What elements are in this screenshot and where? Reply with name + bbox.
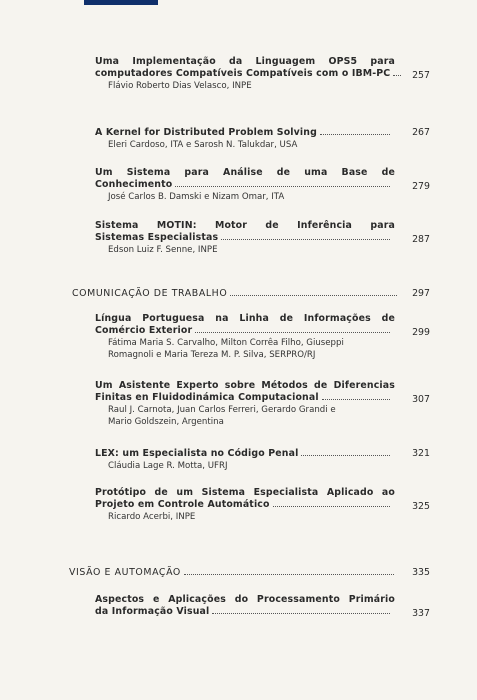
entry-authors: Edson Luiz F. Senne, INPE: [108, 245, 218, 255]
toc-entry[interactable]: [95, 220, 395, 256]
entry-title-line: [95, 68, 395, 80]
dot-leader: [320, 134, 390, 135]
page-number: 321: [412, 448, 430, 459]
entry-title-text: Projeto em Controle Automático: [95, 499, 270, 510]
toc-entry[interactable]: [95, 380, 395, 428]
page-number: 307: [412, 394, 430, 405]
entry-title-line: Um Asistente Experto sobre Métodos de Diferencias: [95, 380, 395, 391]
page-number: 257: [412, 70, 430, 81]
dot-leader: [301, 455, 390, 456]
dot-leader: [221, 239, 390, 240]
section-title: COMUNICAÇÃO DE TRABALHO: [72, 288, 228, 299]
page-number: 335: [412, 567, 430, 578]
entry-title-line: Uma Implementação da Linguagem OPS5 para: [95, 56, 395, 67]
entry-authors: Flávio Roberto Dias Velasco, INPE: [108, 81, 252, 91]
dot-leader: [273, 506, 390, 507]
dot-leader: [230, 295, 397, 296]
entry-authors: Raul J. Carnota, Juan Carlos Ferreri, Gerardo Grandi e: [108, 405, 336, 415]
dot-leader: [175, 186, 390, 187]
section-title: VISÃO E AUTOMAÇÃO: [69, 567, 181, 578]
toc-entry[interactable]: [95, 127, 395, 151]
page-number: 299: [412, 327, 430, 338]
entry-authors: Cláudia Lage R. Motta, UFRJ: [108, 461, 228, 471]
entry-title-line: Um Sistema para Análise de uma Base de: [95, 167, 395, 178]
dot-leader: [322, 399, 390, 400]
entry-title-line: Aspectos e Aplicações do Processamento Primário: [95, 594, 395, 605]
entry-title-line: [95, 127, 395, 139]
dot-leader: [184, 574, 394, 575]
page-number: 337: [412, 608, 430, 619]
page-number: 297: [412, 288, 430, 299]
entry-title-line: [95, 499, 395, 511]
entry-authors: Romagnoli e Maria Tereza M. P. Silva, SERPRO/RJ: [108, 350, 316, 360]
entry-authors: José Carlos B. Damski e Nizam Omar, ITA: [108, 192, 285, 202]
dot-leader: [212, 613, 390, 614]
entry-title-line: [95, 392, 395, 404]
toc-entry[interactable]: [95, 594, 395, 618]
entry-authors: Eleri Cardoso, ITA e Sarosh N. Talukdar, USA: [108, 140, 298, 150]
entry-authors: Fátima Maria S. Carvalho, Milton Corrêa Filho, Giuseppi: [108, 338, 344, 348]
entry-title-line: Língua Portuguesa na Linha de Informações de: [95, 313, 395, 324]
page-number: 267: [412, 127, 430, 138]
toc-entry[interactable]: [95, 56, 395, 92]
entry-title-text: Sistemas Especialistas: [95, 232, 219, 243]
entry-authors: Ricardo Acerbi, INPE: [108, 512, 196, 522]
page-number: 325: [412, 501, 430, 512]
entry-title-text: Finitas en Fluidodinámica Computacional: [95, 392, 319, 403]
page-number: 279: [412, 181, 430, 192]
entry-title-line: [95, 606, 395, 618]
entry-title-line: [95, 232, 395, 244]
section-heading[interactable]: [69, 567, 399, 579]
section-heading[interactable]: [72, 288, 402, 300]
entry-title-line: Sistema MOTIN: Motor de Inferência para: [95, 220, 395, 231]
entry-title-line: [95, 448, 395, 460]
entry-title-text: LEX: um Especialista no Código Penal: [95, 448, 299, 459]
dot-leader: [195, 332, 390, 333]
entry-title-text: A Kernel for Distributed Problem Solving: [95, 127, 317, 138]
entry-title-line: [95, 325, 395, 337]
entry-title-text: Comércio Exterior: [95, 325, 193, 336]
entry-title-text: da Informação Visual: [95, 606, 210, 617]
entry-title-text: computadores Compatíveis Compatíveis com o IBM-PC: [95, 68, 391, 79]
entry-authors: Mario Goldszein, Argentina: [108, 417, 224, 427]
toc-entry[interactable]: [95, 313, 395, 361]
entry-title-line: [95, 179, 395, 191]
entry-title-line: Protótipo de um Sistema Especialista Aplicado ao: [95, 487, 395, 498]
toc-entry[interactable]: [95, 448, 395, 472]
toc-entry[interactable]: [95, 167, 395, 203]
entry-title-text: Conhecimento: [95, 179, 173, 190]
page-number: 287: [412, 234, 430, 245]
toc-entry[interactable]: [95, 487, 395, 523]
